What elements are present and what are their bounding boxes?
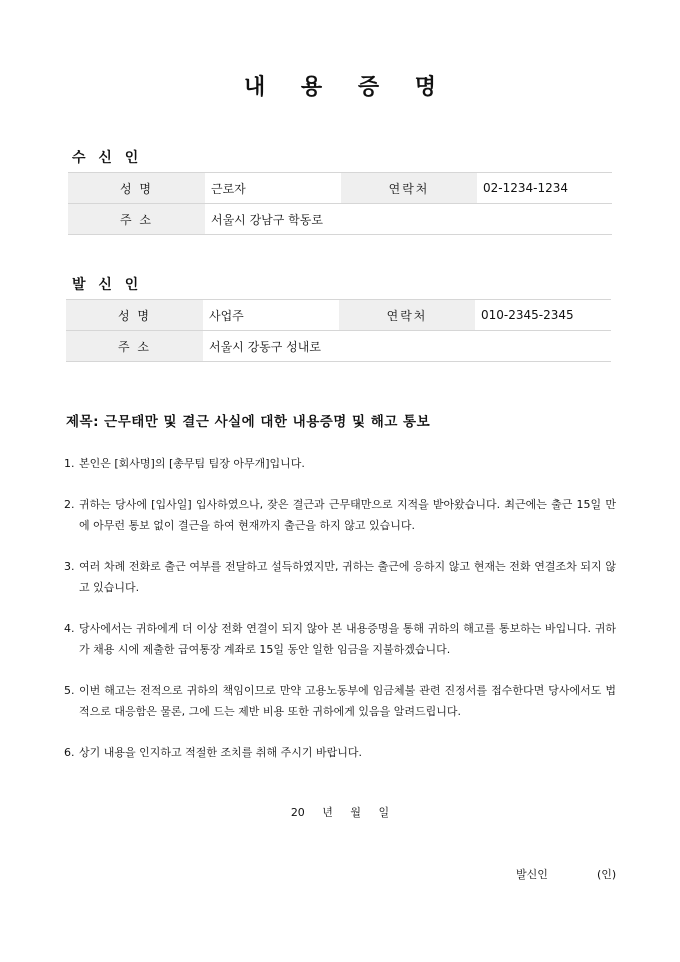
- recipient-name-label: 성 명: [68, 173, 205, 204]
- list-item: [64, 618, 616, 660]
- list-item: [64, 453, 616, 474]
- table-row: [68, 204, 612, 235]
- sender-name-value: 사업주: [203, 300, 339, 331]
- recipient-contact-label: 연락처: [341, 173, 477, 204]
- item-text: 귀하는 당사에 [입사일] 입사하였으나, 잦은 결근과 근무태만으로 지적을 받아왔습니다. 최근에는 출근 15일 만에 아무런 통보 없이 결근을 하여 현재까지 출근을 하지 않고 있습니다.: [79, 498, 616, 532]
- list-item: [64, 556, 616, 598]
- seal-mark: (인): [597, 868, 617, 881]
- recipient-contact-value: 02-1234-1234: [477, 173, 612, 204]
- list-item: [64, 742, 616, 763]
- item-number: 6.: [64, 746, 75, 759]
- item-number: 1.: [64, 457, 75, 470]
- recipient-section-label: 수 신 인: [72, 150, 143, 166]
- recipient-address-label: 주 소: [68, 204, 205, 235]
- sender-name-label: 성 명: [66, 300, 203, 331]
- item-text: 본인은 [회사명]의 [총무팀 팀장 아무개]입니다.: [79, 457, 305, 470]
- table-row: [66, 331, 611, 362]
- table-row: [68, 173, 612, 204]
- date-line: 20 년 월 일: [290, 806, 390, 819]
- table-row: [66, 300, 611, 331]
- item-text: 상기 내용을 인지하고 적절한 조치를 취해 주시기 바랍니다.: [79, 746, 362, 759]
- item-number: 3.: [64, 560, 75, 573]
- list-item: [64, 494, 616, 536]
- item-number: 2.: [64, 498, 75, 511]
- sender-address-value: 서울시 강동구 성내로: [203, 331, 611, 362]
- sender-signature-label: 발신인: [516, 868, 548, 881]
- sender-table: [66, 299, 611, 362]
- item-text: 여러 차례 전화로 출근 여부를 전달하고 설득하였지만, 귀하는 출근에 응하지 않고 현재는 전화 연결조차 되지 않고 있습니다.: [79, 560, 616, 594]
- sender-contact-value: 010-2345-2345: [475, 300, 611, 331]
- sender-section-label: 발 신 인: [72, 277, 143, 293]
- item-text: 당사에서는 귀하에게 더 이상 전화 연결이 되지 않아 본 내용증명을 통해 귀하의 해고를 통보하는 바입니다. 귀하가 채용 시에 제출한 급여통장 계좌로 15일 동안 일한 임금을 지불하겠습니다.: [79, 622, 616, 656]
- subject-line: 제목: 근무태만 및 결근 사실에 대한 내용증명 및 해고 통보: [66, 414, 431, 430]
- recipient-table: [68, 172, 612, 235]
- item-list: [64, 453, 616, 783]
- recipient-name-value: 근로자: [205, 173, 341, 204]
- item-text: 이번 해고는 전적으로 귀하의 책임이므로 만약 고용노동부에 임금체불 관련 진정서를 접수한다면 당사에서도 법적으로 대응함은 물론, 그에 드는 제반 비용 또한 귀하에게 있음을 알려드립니다.: [79, 684, 616, 718]
- sender-address-label: 주 소: [66, 331, 203, 362]
- document-title: 내 용 증 명: [244, 75, 450, 100]
- item-number: 4.: [64, 622, 75, 635]
- list-item: [64, 680, 616, 722]
- item-number: 5.: [64, 684, 75, 697]
- recipient-address-value: 서울시 강남구 학동로: [205, 204, 612, 235]
- sender-contact-label: 연락처: [339, 300, 475, 331]
